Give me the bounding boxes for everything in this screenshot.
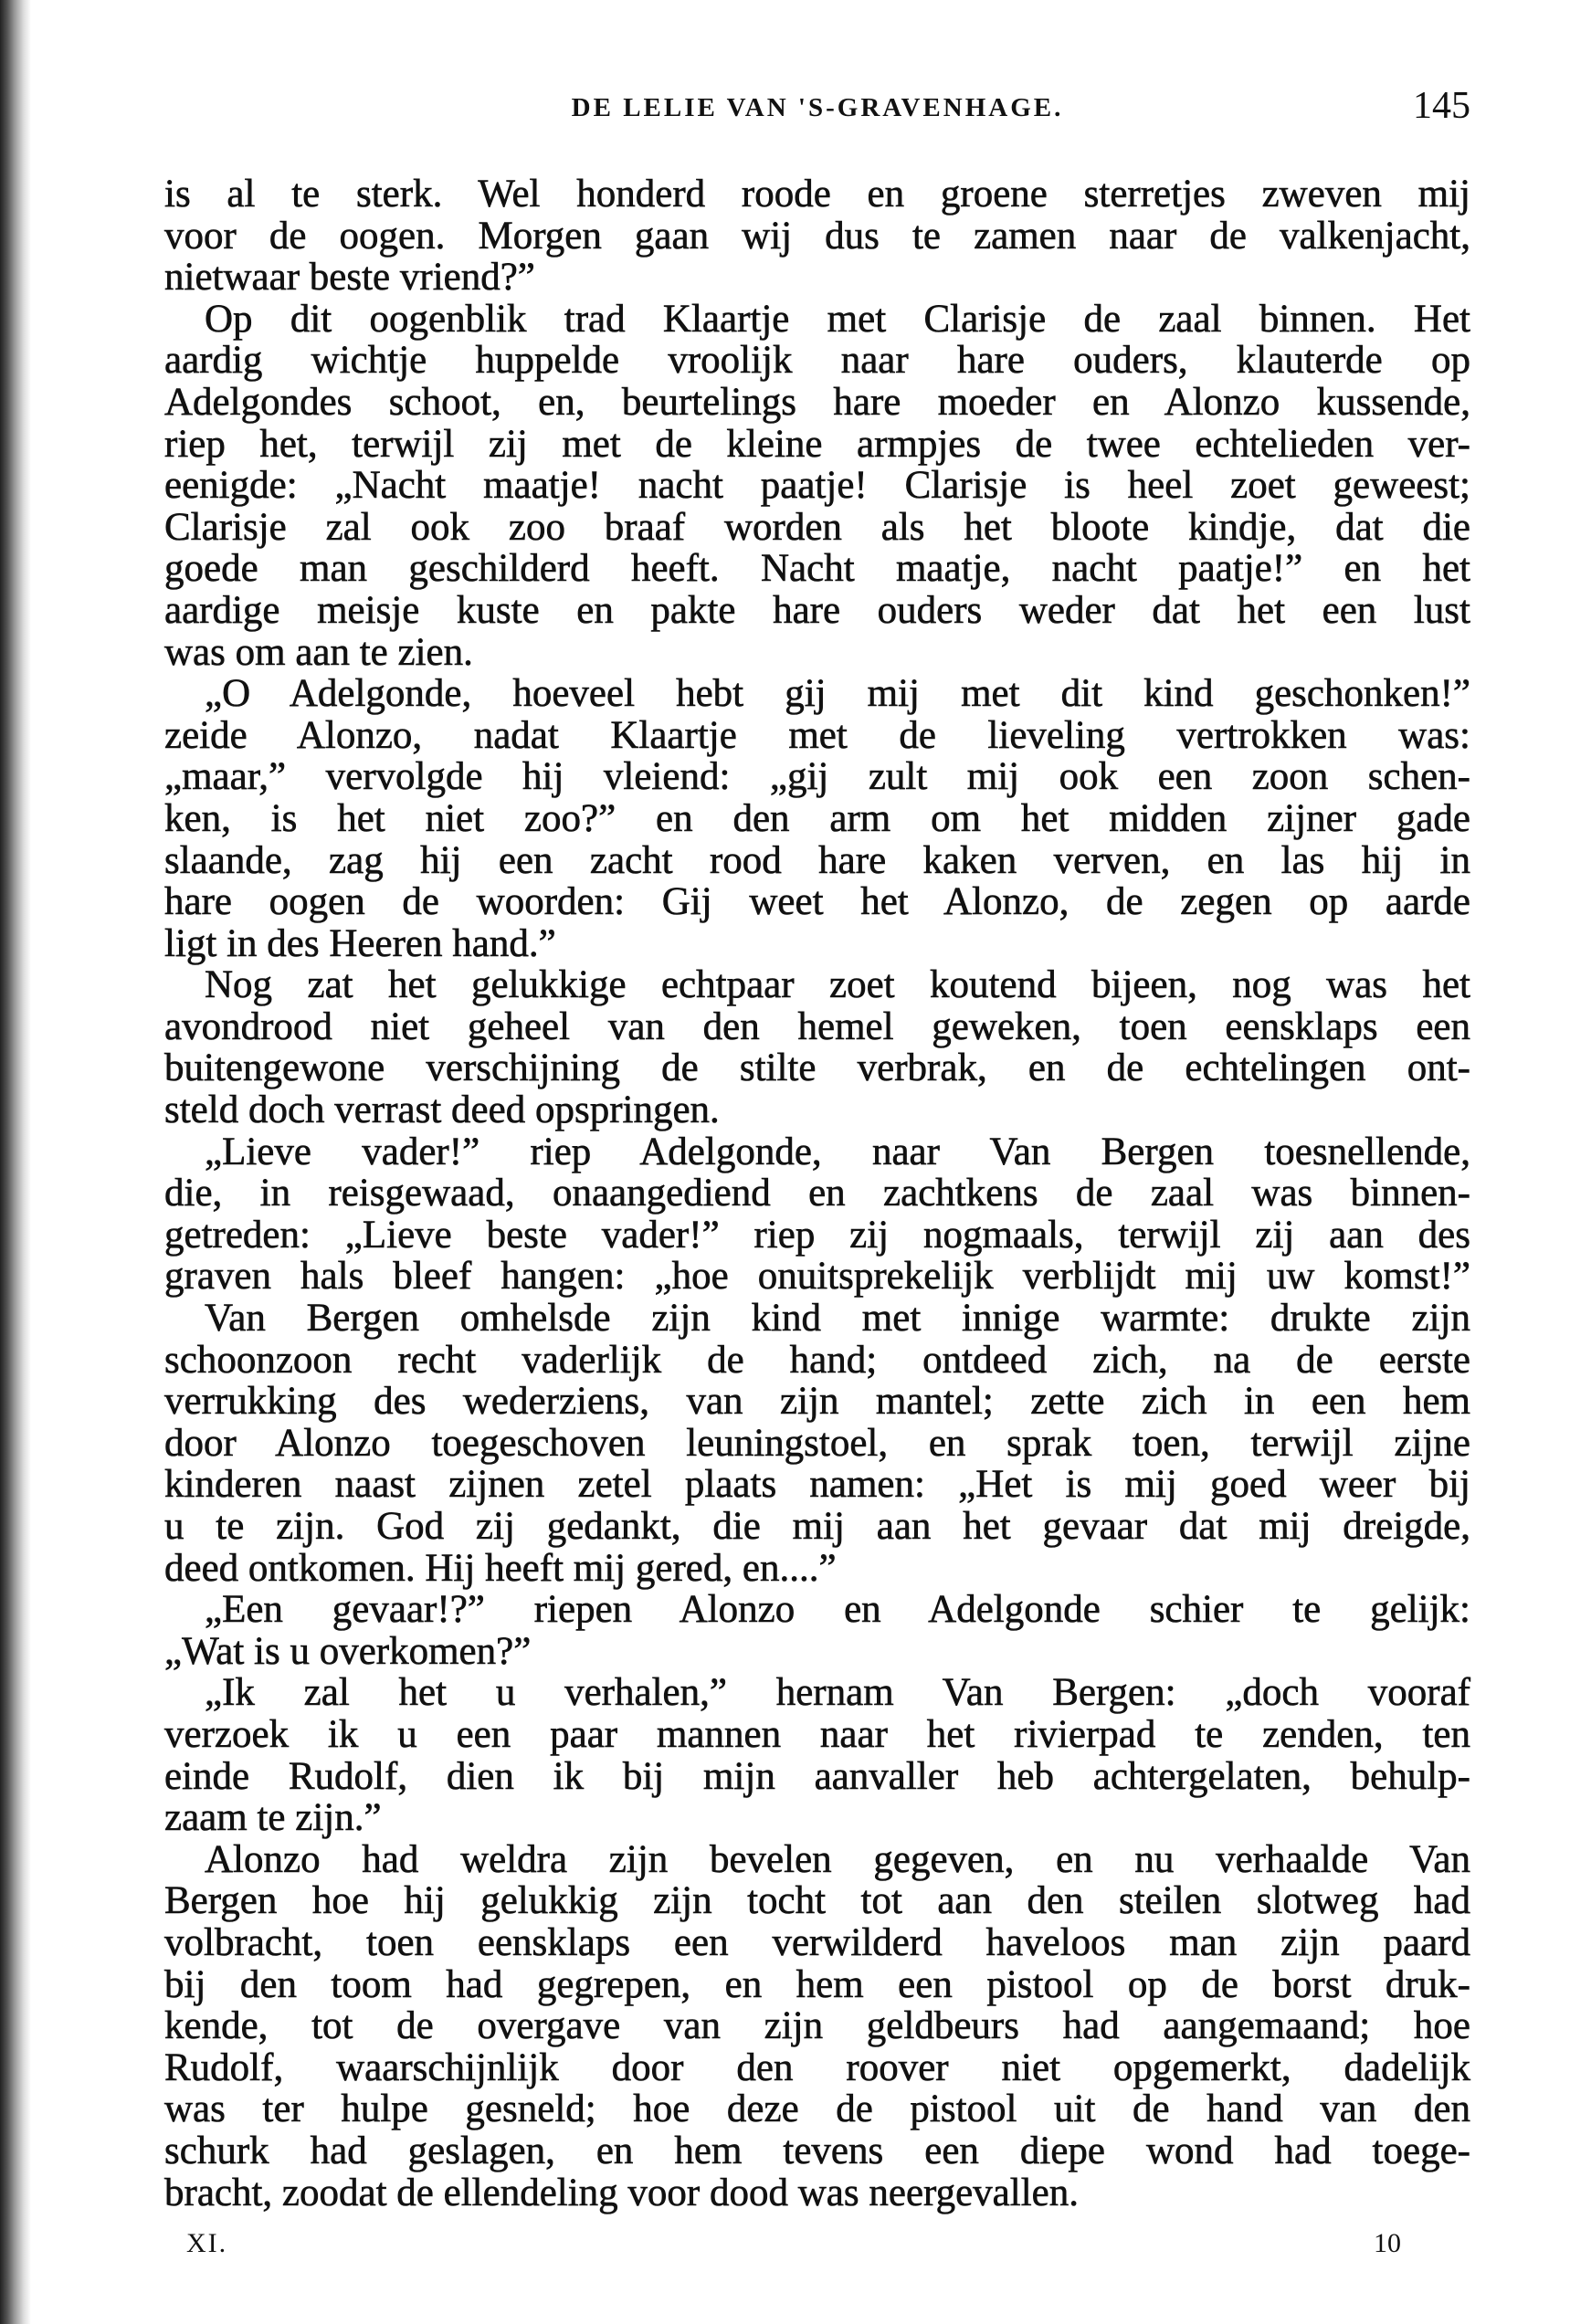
text-line: zaam te zijn.” [164,1796,382,1840]
text-line: Op dit oogenblik trad Klaartje met Clarisje de zaal binnen. Het [205,297,1470,341]
text-line: die, in reisgewaad, onaangediend en zachtkens de zaal was binnen- [164,1172,1470,1215]
text-line: „Een gevaar!?” riepen Alonzo en Adelgonde schier te gelijk: [205,1588,1470,1632]
text-line: einde Rudolf, dien ik bij mijn aanvaller heb achtergelaten, behulp- [164,1754,1470,1798]
book-binding-edge [0,0,31,2324]
text-line: „Lieve vader!” riep Adelgonde, naar Van Bergen toesnellende, [205,1130,1470,1173]
text-line: Alonzo had weldra zijn bevelen gegeven, en nu verhaalde Van [205,1837,1470,1881]
text-line: zeide Alonzo, nadat Klaartje met de lieveling vertrokken was: [164,713,1470,757]
text-line: riep het, terwijl zij met de kleine armpjes de twee echtelieden ver- [164,422,1470,466]
sheet-number: 10 [1374,2228,1401,2258]
text-line: aardige meisje kuste en pakte hare ouders weder dat het een lust [164,588,1470,632]
text-line: kende, tot de overgave van zijn geldbeurs had aangemaand; hoe [164,2004,1470,2048]
signature-mark: XI. [186,2228,228,2258]
text-line: deed ontkomen. Hij heeft mij gered, en....” [164,1546,837,1590]
text-line: ken, is het niet zoo?” en den arm om het midden zijner gade [164,796,1470,840]
text-line: was ter hulpe gesneld; hoe deze de pistool uit de hand van den [164,2087,1470,2131]
text-line: Van Bergen omhelsde zijn kind met innige warmte: drukte zijn [205,1297,1470,1341]
text-line: door Alonzo toegeschoven leuningstoel, en sprak toen, terwijl zijne [164,1421,1470,1465]
text-line: voor de oogen. Morgen gaan wij dus te zamen naar de valkenjacht, [164,214,1470,258]
text-line: goede man geschilderd heeft. Nacht maatje, nacht paatje!” en het [164,547,1470,591]
text-line: u te zijn. God zij gedankt, die mij aan het gevaar dat mij dreigde, [164,1505,1470,1548]
text-line: „O Adelgonde, hoeveel hebt gij mij met dit kind geschonken!” [205,672,1470,716]
text-line: buitengewone verschijning de stilte verbrak, en de echtelingen ont- [164,1046,1470,1090]
text-line: verrukking des wederziens, van zijn mantel; zette zich in een hem [164,1380,1470,1424]
text-line: eenigde: „Nacht maatje! nacht paatje! Clarisje is heel zoet geweest; [164,464,1470,508]
text-line: Nog zat het gelukkige echtpaar zoet koutend bijeen, nog was het [205,963,1470,1007]
page-footer [164,2228,1470,2274]
text-line: Bergen hoe hij gelukkig zijn tocht tot aan den steilen slotweg had [164,1879,1470,1923]
text-line: Clarisje zal ook zoo braaf worden als het bloote kindje, dat die [164,505,1470,549]
text-line: slaande, zag hij een zacht rood hare kaken verven, en las hij in [164,838,1470,882]
text-line: „Ik zal het u verhalen,” hernam Van Bergen: „doch vooraf [205,1671,1470,1715]
text-line: steld doch verrast deed opspringen. [164,1088,720,1132]
text-line: bij den toom had gegrepen, en hem een pistool op de borst druk- [164,1962,1470,2006]
text-line: Rudolf, waarschijnlijk door den roover niet opgemerkt, dadelijk [164,2045,1470,2089]
text-line: schurk had geslagen, en hem tevens een diepe wond had toege- [164,2129,1470,2172]
text-line: avondrood niet geheel van den hemel geweken, toen eensklaps een [164,1004,1470,1048]
page-number: 145 [1413,85,1470,127]
text-line: ligt in des Heeren hand.” [164,921,556,965]
text-line: „maar,” vervolgde hij vleiend: „gij zult mij ook een zoon schen- [164,755,1470,799]
text-line: bracht, zoodat de ellendeling voor dood was neergevallen. [164,2171,1079,2214]
text-line: Adelgondes schoot, en, beurtelings hare moeder en Alonzo kussende, [164,380,1470,424]
text-line: was om aan te zien. [164,630,473,674]
text-line: schoonzoon recht vaderlijk de hand; ontdeed zich, na de eerste [164,1338,1470,1382]
text-line: verzoek ik u een paar mannen naar het rivierpad te zenden, ten [164,1712,1470,1756]
text-line: volbracht, toen eensklaps een verwilderd haveloos man zijn paard [164,1920,1470,1964]
text-line: kinderen naast zijnen zetel plaats namen: „Het is mij goed weer bij [164,1463,1470,1507]
text-line: getreden: „Lieve beste vader!” riep zij nogmaals, terwijl zij aan des [164,1213,1470,1257]
running-title: DE LELIE VAN 'S-GRAVENHAGE. [571,93,1064,122]
body-text [164,174,1470,2214]
text-line: nietwaar beste vriend?” [164,256,535,300]
text-line: graven hals bleef hangen: „hoe onuitsprekelijk verblijdt mij uw komst!” [164,1255,1470,1299]
text-line: aardig wichtje huppelde vroolijk naar hare ouders, klauterde op [164,339,1470,383]
text-line: hare oogen de woorden: Gij weet het Alonzo, de zegen op aarde [164,880,1470,924]
text-line: is al te sterk. Wel honderd roode en groene sterretjes zweven mij [164,173,1470,216]
page-header [164,84,1470,130]
text-line: „Wat is u overkomen?” [164,1629,532,1673]
